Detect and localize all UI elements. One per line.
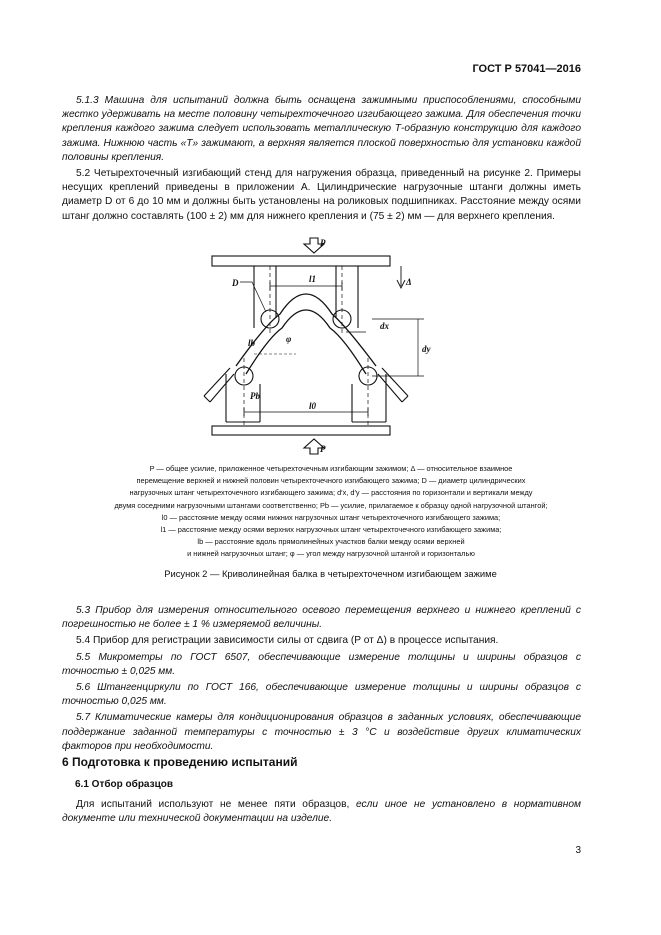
paragraph-5-2: 5.2 Четырехточечный изгибающий стенд для нагружения образца, приведенный на рисунке 2. Примеры несущих креплений приведены в приложении А. Цилиндрические нагрузочные штанги должны иметь диаметр D от 6 до 10 мм и должны быть установлены на роликовых подшипниках. Расстояние между осями штанг должно составлять (100 ± 2) мм для нижнего крепления и (75 ± 2) мм — для верхнего крепления. bbox=[62, 168, 581, 222]
legend-line: нагрузочных штанг четырехточечного изгибающего зажима; d′x, d′y — расстояния по горизонтали и вертикали между bbox=[129, 488, 533, 498]
left-arm bbox=[204, 368, 234, 402]
label-pb: Pb bbox=[250, 391, 260, 401]
text-block-6-1 bbox=[62, 798, 581, 826]
label-l0: l0 bbox=[309, 401, 317, 411]
label-p-top: P bbox=[320, 238, 326, 248]
legend-line: P — общее усилие, приложенное четырехточечным изгибающим зажимом; Δ — относительное взаимное bbox=[149, 464, 513, 473]
paragraph-5-6: 5.6 Штангенциркули по ГОСТ 166, обеспечивающие измерение толщины и ширины образцов с точностью 0,025 мм. bbox=[62, 682, 581, 708]
document-id: ГОСТ Р 57041—2016 bbox=[472, 63, 581, 75]
curved-beam-inner bbox=[246, 310, 366, 374]
text-block-5-3 bbox=[62, 604, 581, 754]
label-lb: lb bbox=[248, 338, 256, 348]
paragraph-6-1 bbox=[62, 798, 581, 826]
label-delta: Δ bbox=[406, 277, 412, 287]
paragraph-5-4: 5.4 Прибор для регистрации зависимости силы от сдвига (P от Δ) в процессе испытания. bbox=[76, 635, 499, 647]
figure-legend bbox=[76, 463, 586, 561]
text-block-5-1 bbox=[62, 94, 581, 224]
legend-line: перемещение верхней и нижней половин четырехточечного изгибающего зажима; D — диаметр цилиндрических bbox=[136, 476, 526, 486]
curved-beam-outer bbox=[236, 294, 376, 366]
label-l1: l1 bbox=[309, 274, 317, 284]
legend-line: l0 — расстояние между осями нижних нагрузочных штанг четырехточечного изгибающего зажима; bbox=[161, 512, 501, 522]
bending-fixture-diagram bbox=[196, 234, 452, 458]
upper-bracket-lines bbox=[254, 266, 358, 328]
label-dy: dy bbox=[422, 344, 431, 354]
top-plate bbox=[212, 256, 390, 266]
legend-line: lb — расстояние вдоль прямолинейных участков балки между осями верхней bbox=[197, 537, 465, 547]
subsection-heading: 6.1 Отбор образцов bbox=[75, 779, 173, 790]
paragraph-5-3: 5.3 Прибор для измерения относительного осевого перемещения верхнего и нижнего креплений с погрешностью не более ± 1 % измеряемой величины. bbox=[62, 605, 581, 631]
legend-line: и нижней нагрузочных штанг; φ — угол между нагрузочной штангой и горизонталью bbox=[187, 549, 475, 559]
legend-line: l1 — расстояние между осями верхних нагрузочных штанг четырехточечного изгибающего зажима; bbox=[160, 525, 502, 535]
label-d: D bbox=[232, 278, 239, 288]
paragraph-5-1-3: 5.1.3 Машина для испытаний должна быть оснащена зажимными приспособлениями, способными жестко удерживать на месте половину четырехточечного изгибающего зажима. Для обеспечения точки крепления каждого зажима следует использовать металлическую Т-образную конструкцию для каждого зажима. Нижнюю часть «Т» зажимают, а верхняя является плоской поверхностью для установки каждой половины крепления. bbox=[62, 95, 581, 163]
label-phi: φ bbox=[286, 334, 292, 344]
label-dx: dx bbox=[380, 321, 389, 331]
paragraph-6-1-italic: если иное не установлено в нормативном документе или технической документации на изделие. bbox=[62, 799, 581, 825]
legend-line: двумя соседними нагрузочными штангами соответственно; Pb — усилие, прилагаемое к образцу одной нагрузочной штангой; bbox=[114, 500, 548, 510]
delta-arrow bbox=[397, 266, 405, 288]
paragraph-5-7: 5.7 Климатические камеры для кондиционирования образцов в заданных условиях, обеспечивающие поддержание заданной температуры с точностью ± 3 °С и воздействие других климатических факторов при необходимости. bbox=[62, 712, 581, 752]
paragraph-5-5: 5.5 Микрометры по ГОСТ 6507, обеспечивающие измерение толщины и ширины образцов с точностью ± 0,025 мм. bbox=[62, 651, 581, 677]
bottom-plate bbox=[212, 426, 390, 435]
figure-caption: Рисунок 2 — Криволинейная балка в четырехточечном изгибающем зажиме bbox=[164, 568, 497, 579]
page-number: 3 bbox=[575, 845, 581, 856]
paragraph-6-1-normal: Для испытаний используют не менее пяти образцов, bbox=[76, 799, 356, 810]
right-arm bbox=[378, 368, 408, 402]
label-p-bottom: P bbox=[320, 444, 326, 454]
section-heading: 6 Подготовка к проведению испытаний bbox=[62, 755, 298, 769]
